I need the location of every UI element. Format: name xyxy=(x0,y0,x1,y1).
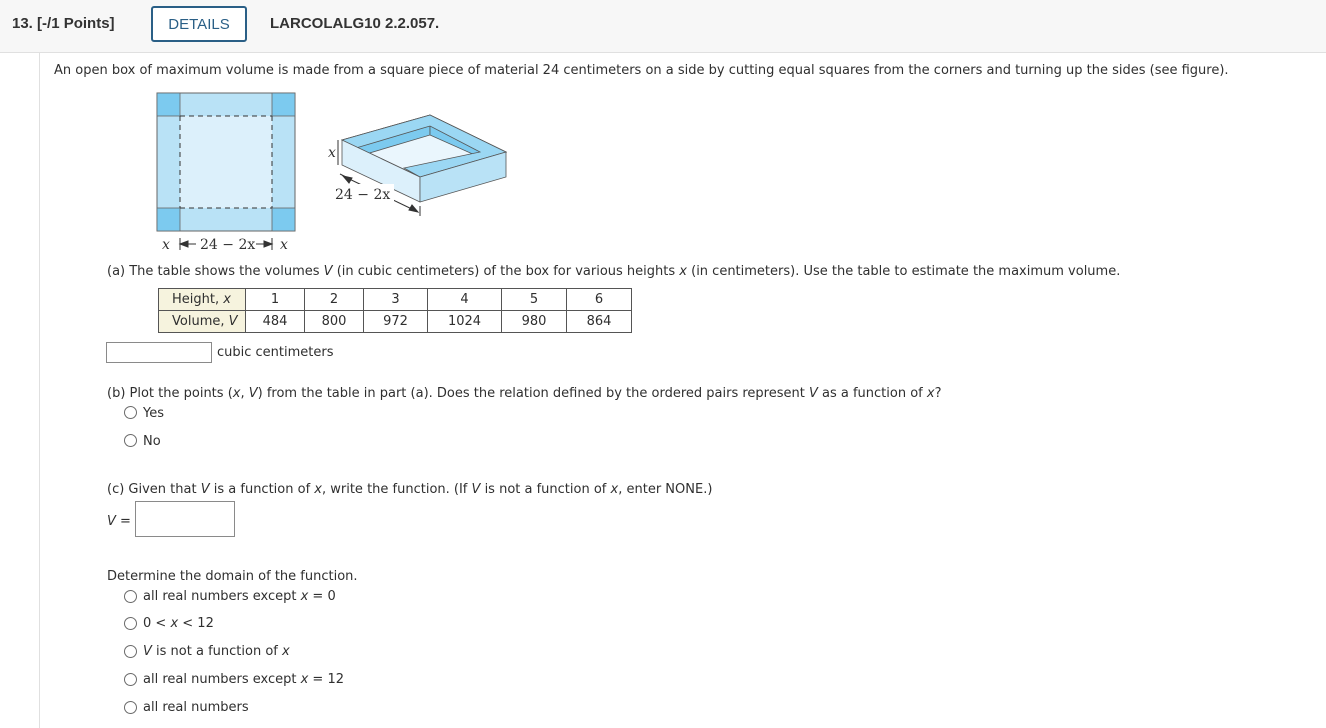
volume-table xyxy=(158,288,632,333)
unit-label: cubic centimeters xyxy=(217,345,334,360)
table-header-height: Height, x xyxy=(159,289,246,311)
table-cell: 2 xyxy=(305,289,364,311)
box-label-mid: 24 − 2x xyxy=(335,187,391,203)
flat-label-x-right: x xyxy=(280,237,288,253)
table-cell: 864 xyxy=(567,311,632,333)
table-cell: 1024 xyxy=(428,311,502,333)
domain-option-not-function: V is not a function of x xyxy=(143,644,290,659)
details-button[interactable]: DETAILS xyxy=(151,6,247,42)
part-b-prompt: (b) Plot the points (x, V) from the table in part (a). Does the relation defined by the ordered pairs represent V as a function of x? xyxy=(107,386,942,401)
table-cell: 5 xyxy=(502,289,567,311)
radio-yes[interactable] xyxy=(124,406,137,419)
function-input[interactable] xyxy=(135,501,235,537)
question-header xyxy=(0,0,1326,53)
part-a-prompt: (a) The table shows the volumes V (in cubic centimeters) of the box for various heights x (in centimeters). Use the table to estimate the maximum volume. xyxy=(107,264,1121,279)
domain-option-except-12: all real numbers except x = 12 xyxy=(143,672,344,687)
option-yes-label: Yes xyxy=(143,406,164,421)
domain-prompt: Determine the domain of the function. xyxy=(107,569,358,584)
radio-domain-except-12[interactable] xyxy=(124,673,137,686)
table-cell: 1 xyxy=(246,289,305,311)
radio-domain-not-function[interactable] xyxy=(124,645,137,658)
radio-domain-all-reals[interactable] xyxy=(124,701,137,714)
problem-code: LARCOLALG10 2.2.057. xyxy=(270,15,440,32)
max-volume-input[interactable] xyxy=(106,342,212,363)
table-cell: 800 xyxy=(305,311,364,333)
table-row-volume xyxy=(159,311,632,333)
option-no-label: No xyxy=(143,434,161,449)
domain-option-except-0: all real numbers except x = 0 xyxy=(143,589,336,604)
table-row-height xyxy=(159,289,632,311)
left-divider xyxy=(39,53,40,728)
table-cell: 980 xyxy=(502,311,567,333)
radio-domain-except-0[interactable] xyxy=(124,590,137,603)
table-header-volume: Volume, V xyxy=(159,311,246,333)
radio-no[interactable] xyxy=(124,434,137,447)
flat-label-mid: 24 − 2x xyxy=(200,237,256,253)
table-cell: 3 xyxy=(364,289,428,311)
domain-option-0-to-12: 0 < x < 12 xyxy=(143,616,214,631)
v-equals-label: V = xyxy=(107,514,131,529)
radio-domain-0-to-12[interactable] xyxy=(124,617,137,630)
box-label-x: x xyxy=(328,145,336,161)
table-cell: 484 xyxy=(246,311,305,333)
problem-intro: An open box of maximum volume is made from a square piece of material 24 centimeters on a side by cutting equal squares from the corners and turning up the sides (see figure). xyxy=(54,63,1229,78)
question-number: 13. [-/1 Points] xyxy=(12,15,115,32)
table-cell: 6 xyxy=(567,289,632,311)
part-c-prompt: (c) Given that V is a function of x, write the function. (If V is not a function of x, enter NONE.) xyxy=(107,482,713,497)
domain-option-all-reals: all real numbers xyxy=(143,700,249,715)
box-figure xyxy=(150,86,530,256)
flat-label-x-left: x xyxy=(162,237,170,253)
flat-material-diagram xyxy=(157,93,295,250)
table-cell: 4 xyxy=(428,289,502,311)
table-cell: 972 xyxy=(364,311,428,333)
